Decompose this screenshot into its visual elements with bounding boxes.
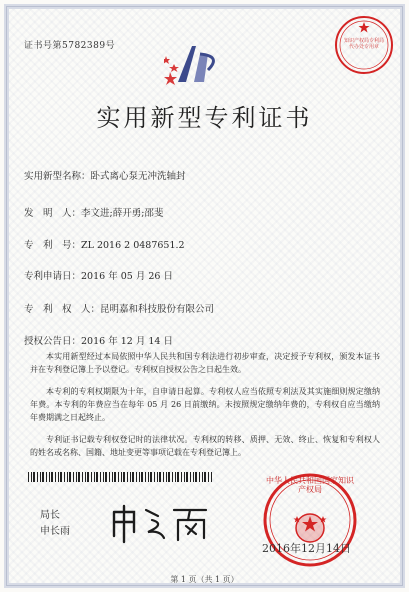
inventor: 发 明 人：李文进;薛开勇;邵斐 [24,208,164,219]
seal-date: 2016年12月14日 [262,542,351,555]
body-paragraph: 专利证书记载专利权登记时的法律状况。专利权的转移、质押、无效、终止、恢复和专利权人的姓名或名称、国籍、地址变更等事项记载在专利登记簿上。 [30,435,380,457]
director-name: 申长雨 [40,526,70,537]
patent-number: 专 利 号：ZL 2016 2 0487651.2 [24,240,185,251]
director-signature-icon [108,502,218,544]
agency-seal: 知识产权局专利局代办处专用章 [344,38,385,50]
body-paragraph: 本实用新型经过本局依照中华人民共和国专利法进行初步审查，决定授予专利权，颁发本证书并在专利登记簿上予以登记。专利权自授权公告之日起生效。 [30,352,380,374]
certificate-number: 证书号第5782389号 [24,41,116,51]
director-title: 局长 [40,510,60,521]
patent-office-logo-icon [164,42,226,88]
page-title: 实用新型专利证书 [96,104,313,132]
body-paragraph: 本专利的专利权期限为十年，自申请日起算。专利权人应当依照专利法及其实施细则规定缴纳年费。本专利的年费应当在每年 05 月 26 日前缴纳。未按照规定缴纳年费的，专利权自应当缴纳年费期满之日起终止。 [30,387,380,422]
page-number: 第 1 页（共 1 页） [170,575,239,584]
grant-announcement-date: 授权公告日：2016 年 12 月 14 日 [24,336,173,347]
official-seal-text: 中华人民共和国国家知识产权局 [266,476,354,494]
patentee: 专 利 权 人：昆明嘉和科技股份有限公司 [24,304,215,315]
filing-date: 专利申请日：2016 年 05 月 26 日 [24,271,173,282]
utility-model-name: 实用新型名称：卧式离心泵无冲洗轴封 [24,171,186,182]
barcode [28,472,212,482]
certificate-body [30,350,380,468]
